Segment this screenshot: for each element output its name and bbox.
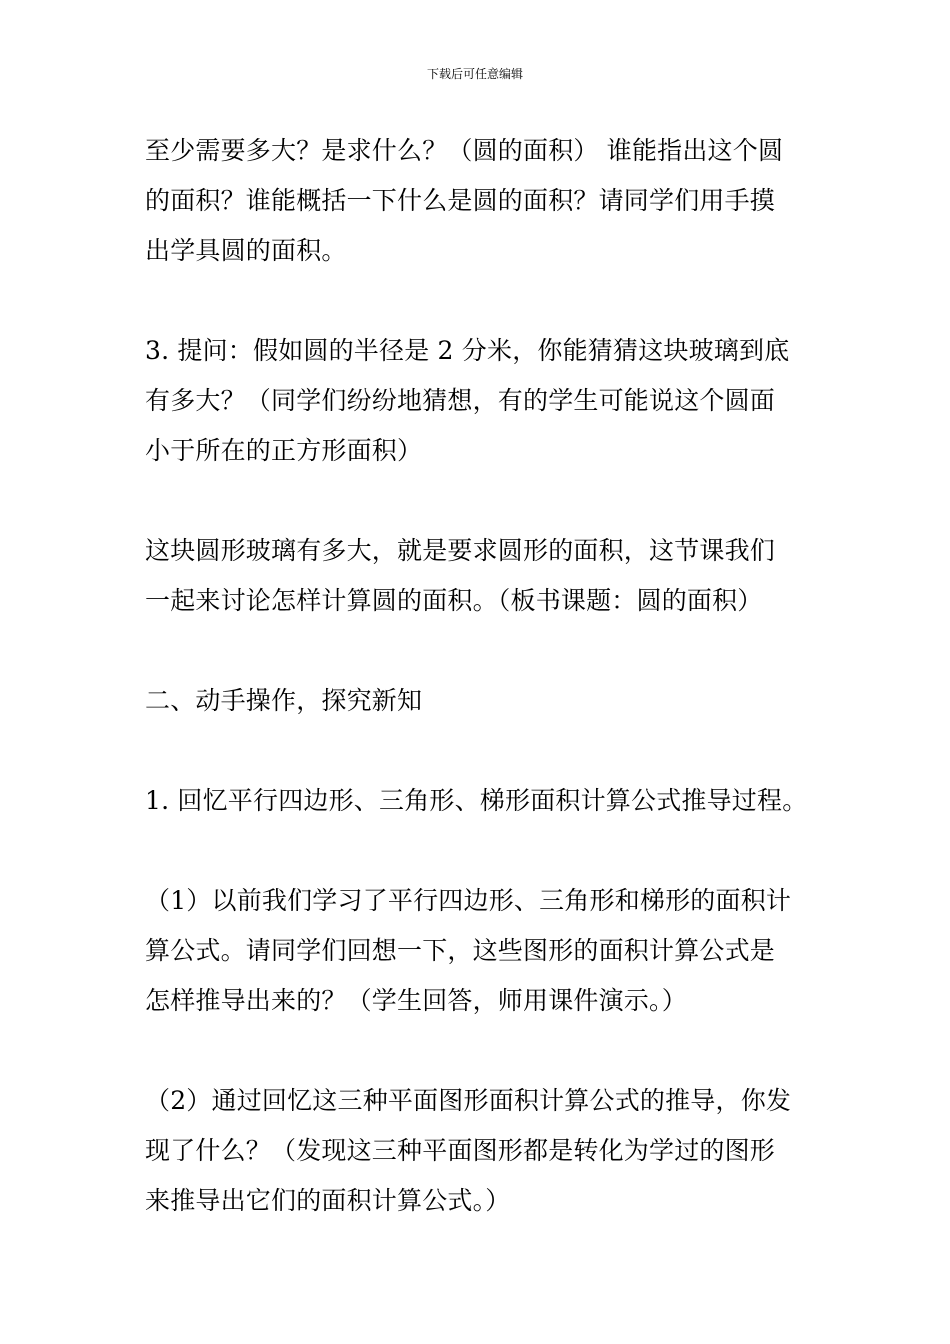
text-line: 出学具圆的面积。 — [145, 236, 347, 265]
paragraph-intro-question — [145, 126, 815, 276]
text-line: 至少需要多大？是求什么？（圆的面积） 谁能指出这个圆 — [145, 136, 784, 165]
paragraph-gap — [145, 476, 815, 526]
text-line: 小于所在的正方形面积） — [145, 436, 423, 465]
paragraph-gap — [145, 826, 815, 876]
text-line: 3. 提问：假如圆的半径是 2 分米，你能猜猜这块玻璃到底 — [145, 336, 790, 365]
paragraph-lesson-topic — [145, 526, 815, 626]
text-line: 这块圆形玻璃有多大，就是要求圆形的面积，这节课我们 — [145, 536, 776, 565]
section-heading-2 — [145, 676, 815, 726]
paragraph-step-1 — [145, 776, 815, 826]
text-line: （2）通过回忆这三种平面图形面积计算公式的推导，你发 — [145, 1086, 792, 1115]
text-line: 算公式。请同学们回想一下，这些图形的面积计算公式是 — [145, 936, 776, 965]
text-line: 来推导出它们的面积计算公式。） — [145, 1186, 511, 1215]
paragraph-gap — [145, 276, 815, 326]
document-body — [145, 126, 815, 1226]
text-line: 现了什么？（发现这三种平面图形都是转化为学过的图形 — [145, 1136, 776, 1165]
text-line: 有多大？（同学们纷纷地猜想，有的学生可能说这个圆面 — [145, 386, 776, 415]
paragraph-step-1-1 — [145, 876, 815, 1026]
text-line: （1）以前我们学习了平行四边形、三角形和梯形的面积计 — [145, 886, 792, 915]
text-line: 的面积？谁能概括一下什么是圆的面积？请同学们用手摸 — [145, 186, 776, 215]
paragraph-step-1-2 — [145, 1076, 815, 1226]
paragraph-gap — [145, 1026, 815, 1076]
page-header: 下载后可任意编辑 — [426, 67, 523, 81]
text-line: 怎样推导出来的？（学生回答，师用课件演示。） — [145, 986, 687, 1015]
paragraph-question-3 — [145, 326, 815, 476]
text-line: 二、动手操作，探究新知 — [145, 686, 423, 715]
paragraph-gap — [145, 726, 815, 776]
text-line: 一起来讨论怎样计算圆的面积。（板书课题：圆的面积） — [145, 586, 763, 615]
text-line: 1. 回忆平行四边形、三角形、梯形面积计算公式推导过程。 — [145, 786, 808, 815]
paragraph-gap — [145, 626, 815, 676]
